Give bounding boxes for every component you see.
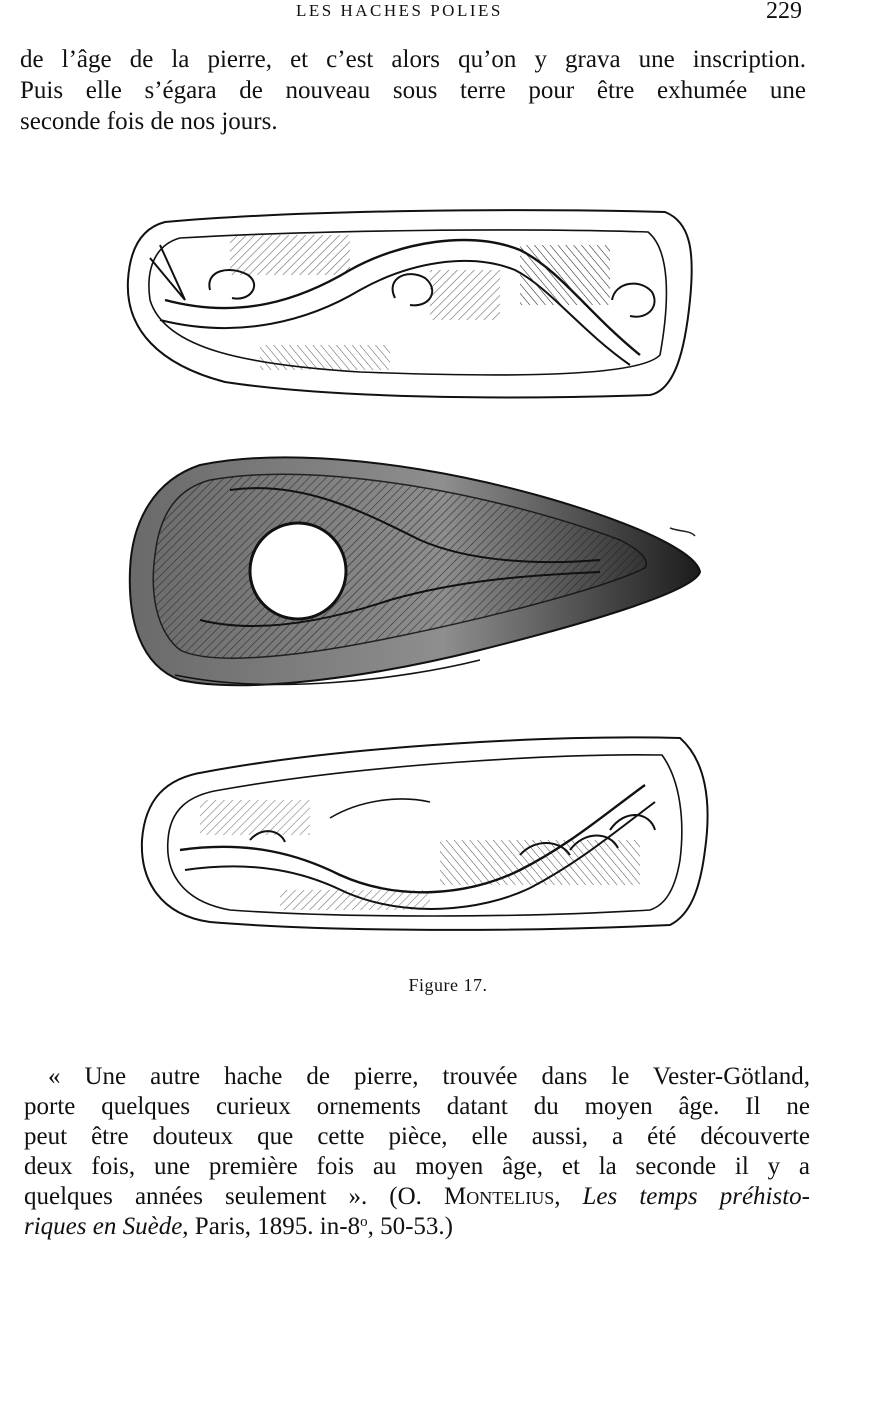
paragraph-line: peut être douteux que cette pièce, elle aussi, a été découverte [24,1123,810,1150]
book-title: riques en Suède [24,1213,183,1240]
punctuation: , [554,1183,583,1210]
citation-text: , Paris, 1895. in-8 [182,1213,361,1240]
figure-axe-illustrations [0,150,896,970]
page-number: 229 [766,0,802,24]
ordinal-degree: o [360,1214,368,1230]
axe-top-drawing [128,210,692,397]
paragraph-line: Puis elle s’égara de nouveau sous terre pour être exhumée une [20,77,806,104]
paragraph-line: porte quelques curieux ornements datant du moyen âge. Il ne [24,1093,810,1120]
line-text: quelques années seulement ». (O. [24,1183,444,1210]
book-title: Les temps préhisto- [582,1183,811,1210]
paragraph-bottom [24,1062,810,1242]
paragraph-line [24,1182,810,1212]
figure-caption: Figure 17. [408,975,488,995]
paragraph-top [20,44,806,137]
paragraph-line: deux fois, une première fois au moyen âge, et la seconde il y a [24,1153,810,1180]
paragraph-line: « Une autre hache de pierre, trouvée dans le Vester-Götland, [48,1063,810,1090]
running-head [0,0,896,26]
paragraph-line [24,1212,810,1242]
axe-bottom-drawing [142,737,708,929]
running-title: LES HACHES POLIES [296,1,503,20]
paragraph-line: de l’âge de la pierre, et c’est alors qu’on y grava une inscription. [20,46,806,73]
citation-pages: , 50-53.) [367,1213,453,1240]
author-name: Montelius [443,1183,555,1210]
paragraph-line: seconde fois de nos jours. [20,108,278,135]
